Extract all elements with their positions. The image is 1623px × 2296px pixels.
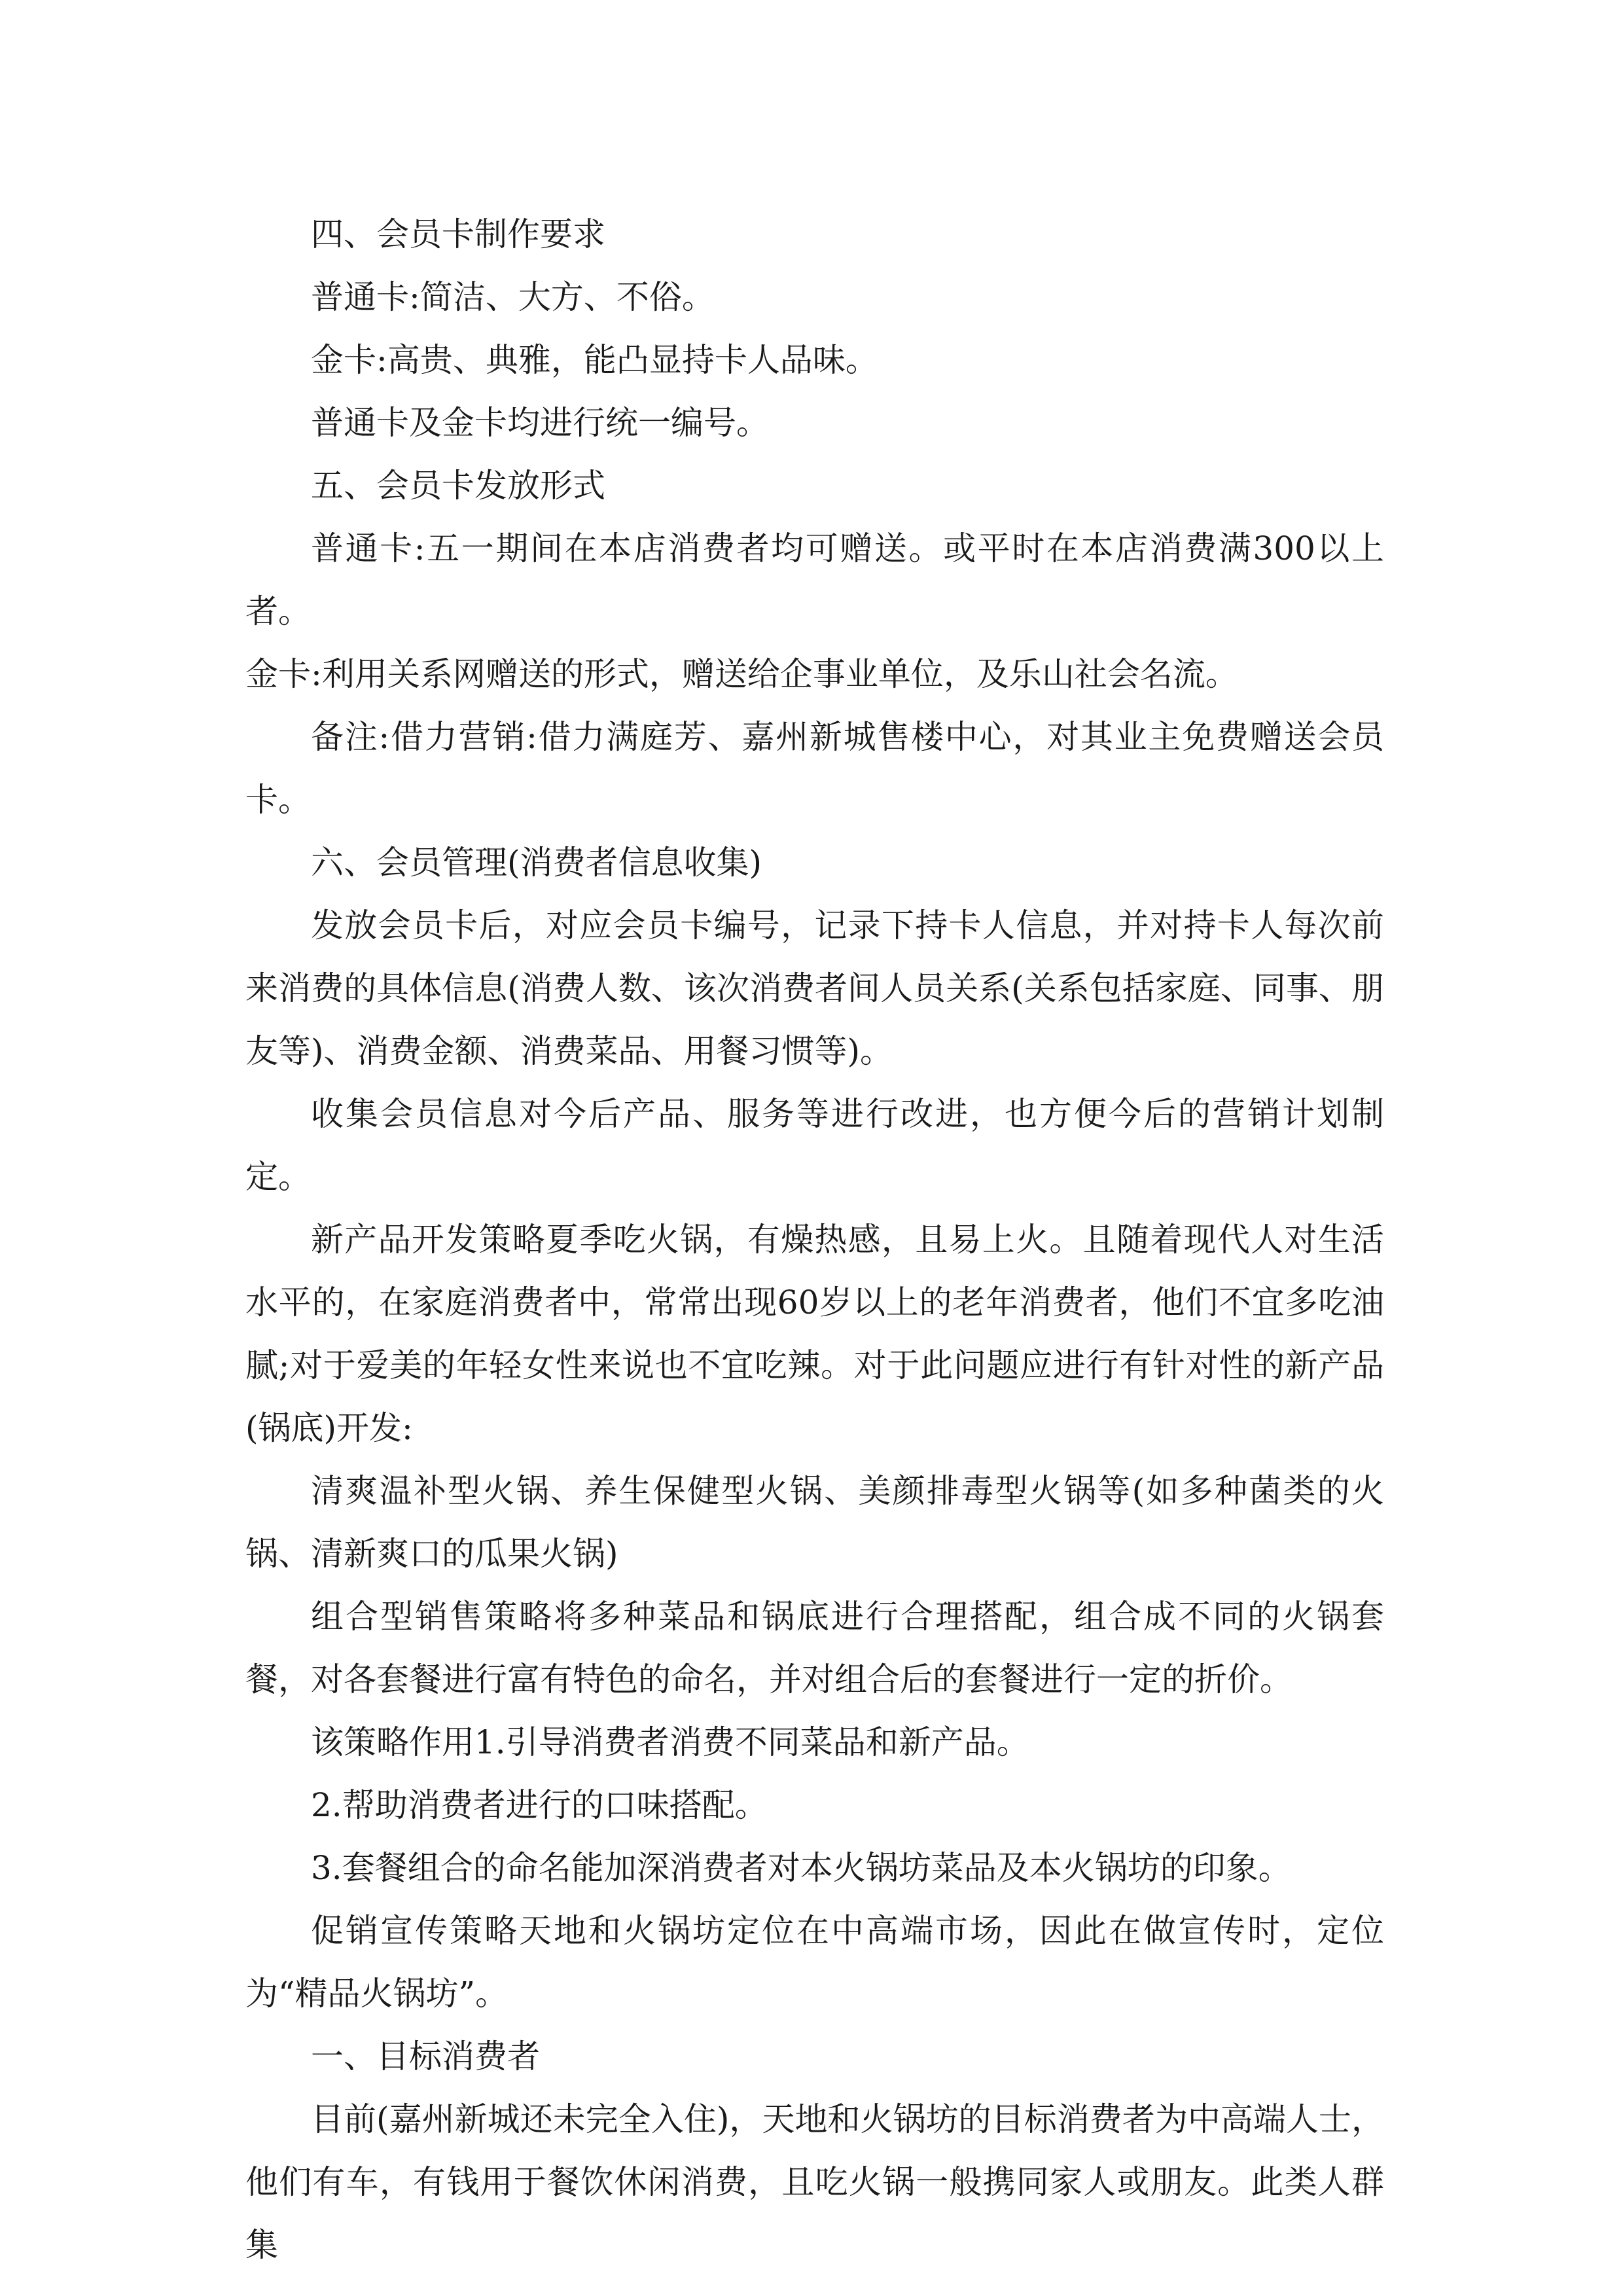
paragraph: 3.套餐组合的命名能加深消费者对本火锅坊菜品及本火锅坊的印象。 — [311, 1849, 1291, 1887]
section-heading: 一、目标消费者 — [311, 2037, 540, 2075]
document-body — [245, 203, 1384, 2276]
paragraph: 金卡:高贵、典雅，能凸显持卡人品味。 — [311, 341, 878, 379]
paragraph: 清爽温补型火锅、养生保健型火锅、美颜排毒型火锅等(如多种菌类的火锅、清新爽口的瓜果火锅) — [245, 1472, 1384, 1573]
section-heading: 四、会员卡制作要求 — [311, 215, 605, 253]
paragraph: 普通卡:五一期间在本店消费者均可赠送。或平时在本店消费满300以上者。 — [245, 529, 1384, 630]
section-heading: 五、会员卡发放形式 — [311, 467, 605, 505]
paragraph: 组合型销售策略将多种菜品和锅底进行合理搭配，组合成不同的火锅套餐，对各套餐进行富有特色的命名，并对组合后的套餐进行一定的折价。 — [245, 1598, 1384, 1698]
paragraph: 目前(嘉州新城还未完全入住)，天地和火锅坊的目标消费者为中高端人士，他们有车，有钱用于餐饮休闲消费，且吃火锅一般携同家人或朋友。此类人群集 — [245, 2100, 1384, 2264]
paragraph: 普通卡及金卡均进行统一编号。 — [311, 404, 769, 442]
paragraph: 该策略作用1.引导消费者消费不同菜品和新产品。 — [311, 1723, 1029, 1761]
paragraph: 发放会员卡后，对应会员卡编号，记录下持卡人信息，并对持卡人每次前来消费的具体信息(消费人数、该次消费者间人员关系(关系包括家庭、同事、朋友等)、消费金额、消费菜品、用餐习惯等)。 — [245, 906, 1384, 1070]
paragraph: 2.帮助消费者进行的口味搭配。 — [311, 1786, 768, 1824]
paragraph: 普通卡:简洁、大方、不俗。 — [311, 278, 715, 316]
paragraph: 备注:借力营销:借力满庭芳、嘉州新城售楼中心，对其业主免费赠送会员卡。 — [245, 718, 1384, 819]
paragraph: 金卡:利用关系网赠送的形式，赠送给企事业单位，及乐山社会名流。 — [245, 655, 1238, 693]
paragraph: 促销宣传策略天地和火锅坊定位在中高端市场，因此在做宣传时，定位为“精品火锅坊”。 — [245, 1912, 1384, 2013]
paragraph: 新产品开发策略夏季吃火锅，有燥热感，且易上火。且随着现代人对生活水平的，在家庭消费者中，常常出现60岁以上的老年消费者，他们不宜多吃油腻;对于爱美的年轻女性来说也不宜吃辣。对于此问题应进行有针对性的新产品(锅底)开发: — [245, 1221, 1384, 1447]
paragraph: 收集会员信息对今后产品、服务等进行改进，也方便今后的营销计划制定。 — [245, 1095, 1384, 1196]
section-heading: 六、会员管理(消费者信息收集) — [311, 844, 762, 882]
